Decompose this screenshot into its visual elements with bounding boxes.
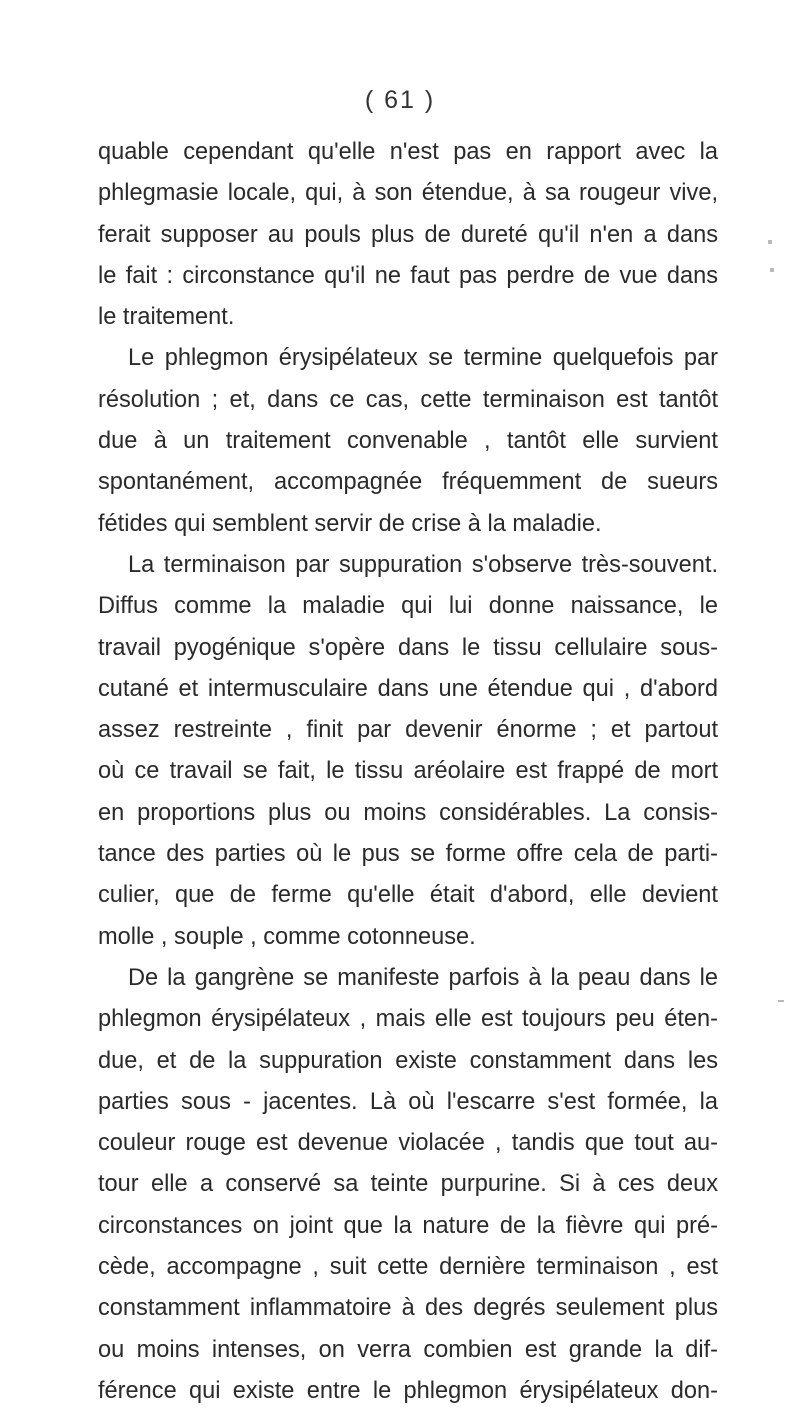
text-line: résolution ; et, dans ce cas, cette terminaison est tantôt xyxy=(98,386,718,413)
paper-speck xyxy=(768,240,772,244)
text-line: tour elle a conservé sa teinte purpurine. Si à ces deux xyxy=(98,1171,718,1198)
text-line: fétides qui semblent servir de crise à la maladie. xyxy=(98,510,602,537)
paper-speck xyxy=(778,1000,784,1002)
text-line: où ce travail se fait, le tissu aréolaire est frappé de mort xyxy=(98,758,718,785)
text-line: culier, que de ferme qu'elle était d'abord, elle devient xyxy=(98,882,718,909)
text-line: Diffus comme la maladie qui lui donne naissance, le xyxy=(98,593,718,620)
text-line: ou moins intenses, on verra combien est grande la dif- xyxy=(98,1336,718,1363)
text-line: phlegmasie locale, qui, à son étendue, à sa rougeur vive, xyxy=(98,180,718,207)
text-line: constamment inflammatoire à des degrés seulement plus xyxy=(98,1295,718,1322)
text-line: cutané et intermusculaire dans une étendue qui , d'abord xyxy=(98,675,718,702)
text-line: cède, accompagne , suit cette dernière terminaison , est xyxy=(98,1254,718,1281)
page-number: ( 61 ) xyxy=(364,86,436,114)
text-line: en proportions plus ou moins considérables. La consis- xyxy=(98,799,718,826)
text-line: quable cependant qu'elle n'est pas en rapport avec la xyxy=(98,139,718,165)
text-line: travail pyogénique s'opère dans le tissu cellulaire sous- xyxy=(98,634,718,661)
text-line: De la gangrène se manifeste parfois à la peau dans le xyxy=(128,964,718,991)
text-line: phlegmon érysipélateux , mais elle est toujours peu éten- xyxy=(98,1006,718,1033)
text-line: couleur rouge est devenue violacée , tandis que tout au- xyxy=(98,1130,718,1157)
text-line: due à un traitement convenable , tantôt elle survient xyxy=(98,428,718,455)
text-line: le traitement. xyxy=(98,304,235,331)
text-line: spontanément, accompagnée fréquemment de sueurs xyxy=(98,469,718,496)
text-line: molle , souple , comme cotonneuse. xyxy=(98,923,476,950)
text-line: férence qui existe entre le phlegmon érysipélateux don- xyxy=(98,1377,718,1404)
paper-speck xyxy=(770,268,774,272)
text-line: tance des parties où le pus se forme offre cela de parti- xyxy=(98,841,718,868)
text-line: due, et de la suppuration existe constamment dans les xyxy=(98,1047,718,1074)
text-line: circonstances on joint que la nature de la fièvre qui pré- xyxy=(98,1212,718,1239)
text-line: ferait supposer au pouls plus de dureté qu'il n'en a dans xyxy=(98,221,718,248)
text-line: le fait : circonstance qu'il ne faut pas perdre de vue dans xyxy=(98,262,718,289)
text-line: parties sous - jacentes. Là où l'escarre s'est formée, la xyxy=(98,1088,718,1115)
text-line: La terminaison par suppuration s'observe très-souvent. xyxy=(128,551,718,578)
text-line: Le phlegmon érysipélateux se termine quelquefois par xyxy=(128,345,718,372)
text-line: assez restreinte , finit par devenir énorme ; et partout xyxy=(98,717,718,744)
body-text xyxy=(98,132,718,1412)
